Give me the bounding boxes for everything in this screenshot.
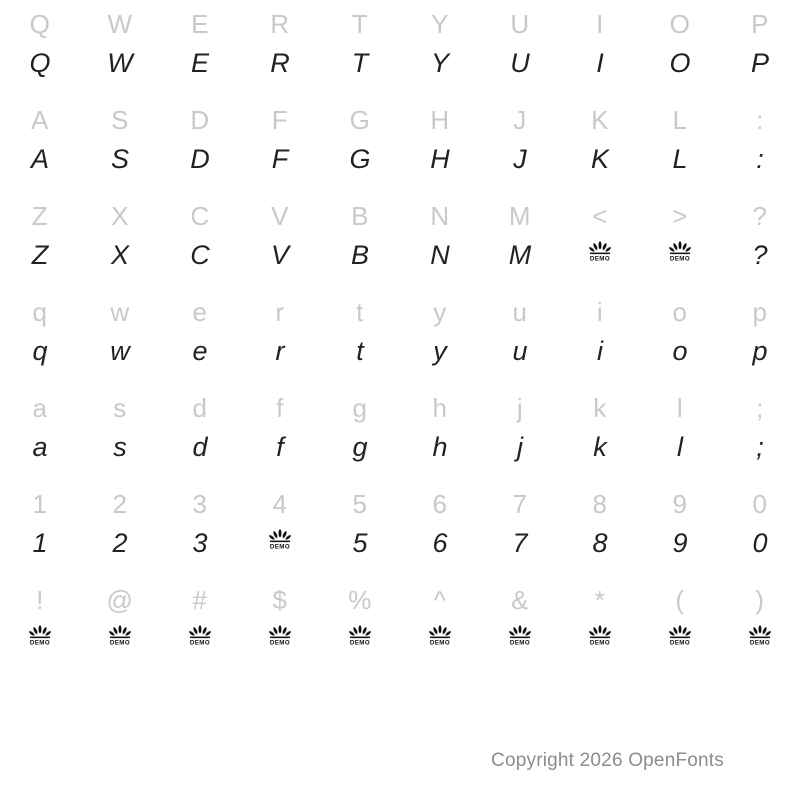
glyph-cell <box>560 578 640 674</box>
key-label: 0 <box>752 489 768 519</box>
glyph-cell <box>160 2 240 98</box>
key-label: P <box>751 9 769 39</box>
glyph-cell <box>400 386 480 482</box>
key-label: g <box>352 393 368 423</box>
glyph-sample: Z <box>31 240 49 270</box>
glyph-sample: D <box>190 144 210 174</box>
glyph-cell <box>560 2 640 98</box>
demo-stamp-icon <box>560 624 640 650</box>
key-label: : <box>756 105 764 135</box>
key-label: q <box>32 297 48 327</box>
key-label: G <box>349 105 371 135</box>
glyph-cell <box>480 98 560 194</box>
key-label: $ <box>272 585 288 615</box>
demo-stamp-icon <box>320 624 400 650</box>
glyph-sample: r <box>275 336 285 366</box>
svg-text:DEMO: DEMO <box>589 255 611 263</box>
key-label: e <box>192 297 208 327</box>
glyph-cell <box>400 578 480 674</box>
key-label: Q <box>29 9 51 39</box>
glyph-cell <box>400 98 480 194</box>
demo-stamp-icon <box>480 624 560 650</box>
glyph-cell <box>560 194 640 290</box>
glyph-sample: ; <box>756 432 764 462</box>
demo-stamp-icon <box>160 624 240 650</box>
key-label: k <box>593 393 607 423</box>
glyph-cell <box>400 2 480 98</box>
glyph-cell <box>640 194 720 290</box>
glyph-cell <box>240 2 320 98</box>
key-label: ! <box>36 585 44 615</box>
glyph-cell <box>320 98 400 194</box>
glyph-sample: T <box>351 48 369 78</box>
key-label: W <box>107 9 133 39</box>
glyph-cell <box>240 386 320 482</box>
key-label: 3 <box>192 489 208 519</box>
glyph-sample: Q <box>29 48 51 78</box>
glyph-cell <box>160 386 240 482</box>
glyph-sample: J <box>513 144 527 174</box>
glyph-cell <box>720 290 800 386</box>
glyph-cell <box>640 2 720 98</box>
glyph-cell <box>480 194 560 290</box>
key-label: a <box>32 393 48 423</box>
glyph-cell <box>160 194 240 290</box>
key-label: Y <box>431 9 449 39</box>
glyph-cell <box>640 98 720 194</box>
glyph-sample: p <box>752 336 768 366</box>
key-label: # <box>192 585 208 615</box>
glyph-sample: 1 <box>32 528 48 558</box>
key-label: ^ <box>433 585 447 615</box>
demo-stamp-icon <box>720 624 800 650</box>
glyph-sample: u <box>512 336 528 366</box>
svg-text:DEMO: DEMO <box>429 639 451 647</box>
key-label: 4 <box>272 489 288 519</box>
key-label: > <box>672 201 688 231</box>
key-label: 6 <box>432 489 448 519</box>
glyph-sample: w <box>110 336 130 366</box>
glyph-sample: Y <box>430 48 449 78</box>
svg-text:DEMO: DEMO <box>29 639 51 647</box>
key-label: N <box>430 201 450 231</box>
glyph-sample: M <box>508 240 532 270</box>
demo-stamp-icon <box>400 624 480 650</box>
glyph-cell <box>720 194 800 290</box>
key-label: ; <box>756 393 764 423</box>
glyph-sample: 3 <box>192 528 208 558</box>
key-label: 9 <box>672 489 688 519</box>
glyph-cell <box>80 98 160 194</box>
key-label: O <box>669 9 691 39</box>
glyph-sample: d <box>192 432 208 462</box>
key-label: H <box>430 105 450 135</box>
glyph-sample: f <box>276 432 284 462</box>
glyph-cell <box>240 98 320 194</box>
key-label: o <box>672 297 688 327</box>
glyph-sample: 8 <box>592 528 608 558</box>
glyph-cell <box>720 482 800 578</box>
glyph-cell <box>160 578 240 674</box>
glyph-sample: F <box>271 144 289 174</box>
key-label: 7 <box>512 489 528 519</box>
glyph-sample: : <box>756 144 764 174</box>
glyph-cell <box>640 386 720 482</box>
svg-text:DEMO: DEMO <box>589 639 611 647</box>
glyph-sample: q <box>32 336 48 366</box>
glyph-sample: 0 <box>752 528 768 558</box>
glyph-sample: B <box>350 240 369 270</box>
key-label: i <box>596 297 604 327</box>
glyph-cell <box>480 290 560 386</box>
key-label: s <box>113 393 127 423</box>
key-label: d <box>192 393 208 423</box>
glyph-sample: s <box>113 432 127 462</box>
key-label: % <box>348 585 372 615</box>
glyph-sample: P <box>750 48 769 78</box>
glyph-cell <box>0 578 80 674</box>
glyph-sample: V <box>270 240 289 270</box>
glyph-cell <box>160 290 240 386</box>
key-label: U <box>510 9 530 39</box>
svg-text:DEMO: DEMO <box>189 639 211 647</box>
glyph-sample: K <box>590 144 609 174</box>
glyph-cell <box>240 578 320 674</box>
key-label: L <box>672 105 688 135</box>
glyph-cell <box>320 386 400 482</box>
key-label: 5 <box>352 489 368 519</box>
glyph-cell <box>80 194 160 290</box>
glyph-cell <box>560 98 640 194</box>
glyph-sample: H <box>430 144 450 174</box>
glyph-cell <box>0 194 80 290</box>
key-label: y <box>433 297 447 327</box>
key-label: ? <box>752 201 768 231</box>
svg-text:DEMO: DEMO <box>749 639 771 647</box>
svg-text:DEMO: DEMO <box>669 639 691 647</box>
key-label: r <box>275 297 285 327</box>
key-label: & <box>511 585 529 615</box>
key-label: S <box>111 105 129 135</box>
glyph-sample: l <box>677 432 683 462</box>
glyph-sample: i <box>597 336 603 366</box>
key-label: A <box>31 105 49 135</box>
demo-stamp-icon <box>240 528 320 554</box>
glyph-sample: R <box>270 48 290 78</box>
glyph-sample: S <box>110 144 129 174</box>
glyph-sample: g <box>352 432 368 462</box>
glyph-sample: h <box>432 432 448 462</box>
key-label: u <box>512 297 528 327</box>
copyright-notice: Copyright 2026 OpenFonts <box>491 750 724 771</box>
key-label: 2 <box>112 489 128 519</box>
glyph-cell <box>0 98 80 194</box>
demo-stamp-icon <box>640 624 720 650</box>
glyph-cell <box>400 482 480 578</box>
glyph-sample: 7 <box>512 528 528 558</box>
key-label: l <box>676 393 684 423</box>
glyph-cell <box>320 194 400 290</box>
glyph-cell <box>560 290 640 386</box>
glyph-sample: y <box>433 336 447 366</box>
glyph-sample: U <box>510 48 530 78</box>
glyph-cell <box>560 482 640 578</box>
key-label: j <box>516 393 524 423</box>
glyph-cell <box>640 482 720 578</box>
key-label: ( <box>675 585 685 615</box>
glyph-sample: 9 <box>672 528 688 558</box>
key-label: M <box>508 201 532 231</box>
glyph-cell <box>240 482 320 578</box>
glyph-cell <box>240 290 320 386</box>
glyph-cell <box>0 2 80 98</box>
demo-stamp-icon <box>240 624 320 650</box>
glyph-sample: N <box>430 240 450 270</box>
glyph-sample: 5 <box>352 528 368 558</box>
glyph-cell <box>80 2 160 98</box>
glyph-cell <box>0 482 80 578</box>
glyph-cell <box>240 194 320 290</box>
key-label: ) <box>755 585 765 615</box>
glyph-cell <box>320 2 400 98</box>
key-label: Z <box>31 201 49 231</box>
glyph-cell <box>640 578 720 674</box>
glyph-sample: 2 <box>112 528 128 558</box>
glyph-sample: t <box>356 336 364 366</box>
key-label: F <box>271 105 289 135</box>
glyph-cell <box>80 578 160 674</box>
glyph-cell <box>480 2 560 98</box>
key-label: h <box>432 393 448 423</box>
glyph-sample: k <box>593 432 607 462</box>
glyph-cell <box>560 386 640 482</box>
svg-text:DEMO: DEMO <box>269 543 291 551</box>
key-label: t <box>356 297 364 327</box>
key-label: 8 <box>592 489 608 519</box>
glyph-cell <box>720 578 800 674</box>
glyph-cell <box>320 482 400 578</box>
glyph-sample: L <box>672 144 688 174</box>
key-label: X <box>111 201 129 231</box>
glyph-cell <box>720 386 800 482</box>
glyph-sample: e <box>192 336 208 366</box>
key-label: R <box>270 9 290 39</box>
svg-text:DEMO: DEMO <box>349 639 371 647</box>
glyph-cell <box>720 98 800 194</box>
glyph-sample: A <box>30 144 49 174</box>
glyph-cell <box>400 194 480 290</box>
svg-text:DEMO: DEMO <box>109 639 131 647</box>
key-label: * <box>594 585 606 615</box>
glyph-sample: G <box>349 144 371 174</box>
glyph-sample: j <box>517 432 523 462</box>
key-label: @ <box>106 585 134 615</box>
svg-text:DEMO: DEMO <box>669 255 691 263</box>
key-label: D <box>190 105 210 135</box>
glyph-sample: O <box>669 48 691 78</box>
glyph-cell <box>0 290 80 386</box>
svg-text:DEMO: DEMO <box>269 639 291 647</box>
key-label: J <box>513 105 527 135</box>
glyph-cell <box>400 290 480 386</box>
demo-stamp-icon <box>640 240 720 266</box>
glyph-sample: a <box>32 432 48 462</box>
glyph-cell <box>0 386 80 482</box>
glyph-sample: C <box>190 240 210 270</box>
key-label: K <box>591 105 609 135</box>
key-label: < <box>592 201 608 231</box>
key-label: E <box>191 9 209 39</box>
key-label: p <box>752 297 768 327</box>
glyph-sample: 6 <box>432 528 448 558</box>
demo-stamp-icon <box>560 240 640 266</box>
key-label: V <box>271 201 289 231</box>
key-label: f <box>276 393 284 423</box>
glyph-cell <box>160 482 240 578</box>
glyph-cell <box>640 290 720 386</box>
key-label: B <box>351 201 369 231</box>
key-label: C <box>190 201 210 231</box>
demo-stamp-icon <box>0 624 80 650</box>
svg-text:DEMO: DEMO <box>509 639 531 647</box>
key-label: T <box>351 9 369 39</box>
glyph-cell <box>480 482 560 578</box>
glyph-sample: X <box>110 240 129 270</box>
glyph-sample: W <box>107 48 133 78</box>
glyph-cell <box>320 290 400 386</box>
glyph-cell <box>480 386 560 482</box>
glyph-cell <box>480 578 560 674</box>
glyph-cell <box>720 2 800 98</box>
glyph-cell <box>80 482 160 578</box>
key-label: I <box>596 9 604 39</box>
glyph-cell <box>80 290 160 386</box>
glyph-cell <box>160 98 240 194</box>
key-label: w <box>110 297 130 327</box>
glyph-cell <box>80 386 160 482</box>
glyph-sample: E <box>190 48 209 78</box>
demo-stamp-icon <box>80 624 160 650</box>
glyph-sample: ? <box>752 240 768 270</box>
glyph-cell <box>320 578 400 674</box>
key-label: 1 <box>32 489 48 519</box>
glyph-sample: o <box>672 336 688 366</box>
glyph-sample: I <box>596 48 604 78</box>
